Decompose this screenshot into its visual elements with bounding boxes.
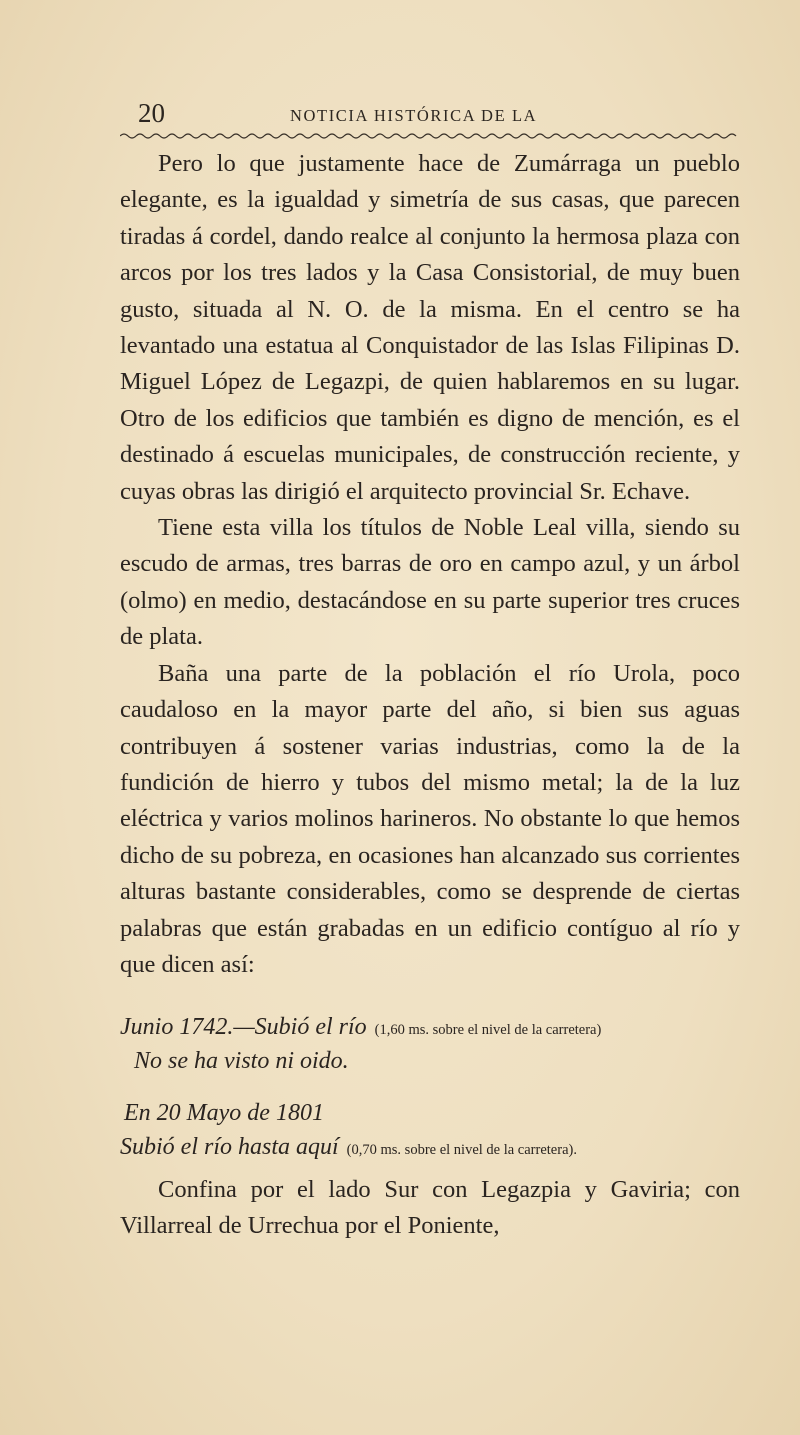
running-title: NOTICIA HISTÓRICA DE LA	[290, 106, 538, 125]
inscription-1801-text: Subió el río hasta aquí	[120, 1134, 339, 1160]
inscription-1801-note: (0,70 ms. sobre el nivel de la carretera).	[346, 1142, 577, 1158]
page-number: 20	[138, 98, 165, 128]
inscription-1742-note: (1,60 ms. sobre el nivel de la carretera)	[374, 1022, 602, 1038]
main-text	[120, 146, 740, 983]
inscription-1742-line-2: No se ha visto ni oido.	[134, 1048, 349, 1074]
page-header	[120, 98, 740, 128]
paragraph-escudo: Tiene esta villa los títulos de Noble Leal villa, siendo su escudo de armas, tres barras de oro en campo azul, y un árbol (olmo) en medio, destacándose en su parte superior tres cruces de plata.	[120, 514, 740, 651]
paragraph-plaza: Pero lo que justamente hace de Zumárraga un pueblo elegante, es la igualdad y simetría de sus casas, que parecen tiradas á cordel, dando realce al conjunto la hermosa plaza con arcos por los tres lados y la Casa Consistorial, de muy buen gusto, situada al N. O. de la misma. En el centro se ha levantado una estatua al Conquistador de las Islas Filipinas D. Miguel López de Legazpi, de quien hablaremos en su lugar. Otro de los edificios que también es digno de mención, es el destinado á escuelas municipales, de construcción reciente, y cuyas obras las dirigió el arquitecto provincial Sr. Echave.	[120, 150, 740, 505]
inscription-1742	[120, 1010, 760, 1078]
paragraph-confina: Confina por el lado Sur con Legazpia y Gaviria; con Villarreal de Urrechua por el Poniente,	[120, 1176, 740, 1240]
header-wavy-rule	[120, 132, 740, 140]
inscription-1801	[120, 1096, 760, 1164]
inscription-1801-date: En 20 Mayo de 1801	[124, 1100, 324, 1126]
inscription-1742-text: Junio 1742.—Subió el río	[120, 1014, 367, 1040]
closing-text	[120, 1172, 740, 1245]
paragraph-rio-urola: Baña una parte de la población el río Urola, poco caudaloso en la mayor parte del año, si bien sus aguas contribuyen á sostener varias industrias, como la de la fundición de hierro y tubos del mismo metal; la de la luz eléctrica y varios molinos harineros. No obstante lo que hemos dicho de su pobreza, en ocasiones han alcanzado sus corrientes alturas bastante considerables, como se desprende de ciertas palabras que están grabadas en un edificio contíguo al río y que dicen así:	[120, 659, 740, 978]
